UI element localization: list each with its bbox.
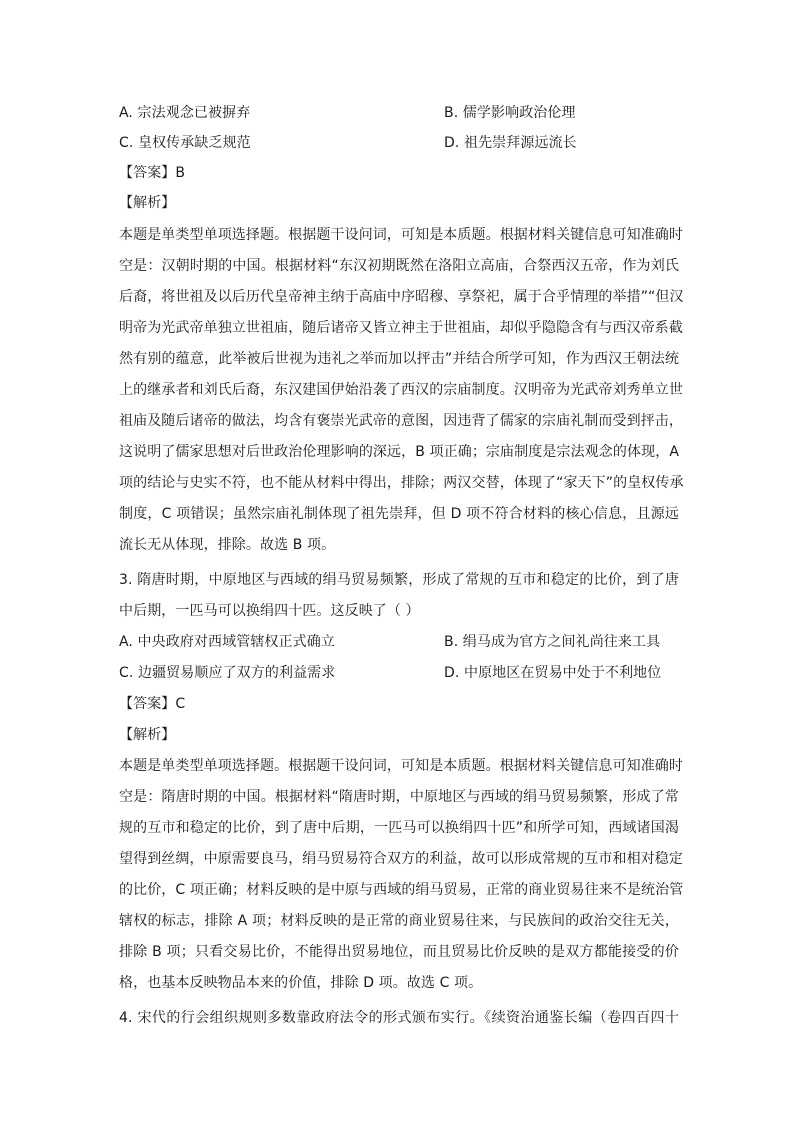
- q2-analysis-line: 然有别的蕴意，此举被后世视为违礼之举而加以抨击”并结合所学可知，作为西汉王朝法统: [119, 351, 679, 367]
- q2-analysis-line: 项的结论与史实不符，也不能从材料中得出，排除；两汉交替，体现了“家天下”的皇权传承: [119, 475, 684, 491]
- q3-analysis-line: 的比价，C 项正确；材料反映的是中原与西域的绢马贸易，正常的商业贸易往来不是统治管: [119, 882, 684, 898]
- q2-answer: 【答案】B: [119, 165, 186, 181]
- q3-answer: 【答案】C: [119, 696, 186, 712]
- q3-analysis-line: 格，也基本反映物品本来的价值，排除 D 项。故选 C 项。: [119, 975, 483, 991]
- q3-analysis-line: 辖权的标志，排除 A 项；材料反映的是正常的商业贸易往来，与民族间的政治交往无关，: [119, 913, 679, 929]
- q2-option-a: A. 宗法观念已被摒弃: [119, 105, 251, 121]
- q2-analysis-line: 制度，C 项错误；虽然宗庙礼制体现了祖先崇拜，但 D 项不符合材料的核心信息，且源远: [119, 506, 679, 522]
- q2-analysis-line: 流长无从体现，排除。故选 B 项。: [119, 537, 336, 553]
- q2-analysis-line: 祖庙及随后诸帝的做法，均含有褒崇光武帝的意图，因违背了儒家的宗庙礼制而受到抨击，: [119, 413, 683, 429]
- q2-analysis-line: 后裔，将世祖及以后历代皇帝神主纳于高庙中序昭穆、享祭祀，属于合乎情理的举措”“但汉: [119, 289, 684, 305]
- q3-analysis-line: 排除 B 项；只看交易比价，不能得出贸易地位，而且贸易比价反映的是双方都能接受的价: [119, 944, 679, 960]
- q2-analysis-line: 这说明了儒家思想对后世政治伦理影响的深远，B 项正确；宗庙制度是宗法观念的体现，A: [119, 444, 679, 460]
- q3-analysis-line: 本题是单类型单项选择题。根据题干设问词，可知是本质题。根据材料关键信息可知准确时: [119, 758, 683, 774]
- q3-option-b: B. 绢马成为官方之间礼尚往来工具: [444, 634, 661, 650]
- q3-stem-line: 中后期，一匹马可以换绢四十匹。这反映了（ ）: [119, 603, 420, 619]
- q2-option-c: C. 皇权传承缺乏规范: [119, 135, 251, 151]
- q2-analysis-line: 上的继承者和刘氏后裔，东汉建国伊始沿袭了西汉的宗庙制度。汉明帝为光武帝刘秀单立世: [119, 382, 683, 398]
- q3-option-d: D. 中原地区在贸易中处于不利地位: [444, 665, 662, 681]
- q3-stem-line: 3. 隋唐时期，中原地区与西域的绢马贸易频繁，形成了常规的互市和稳定的比价，到了唐: [119, 572, 679, 588]
- q2-analysis-line: 明帝为光武帝单独立世祖庙，随后诸帝又皆立神主于世祖庙，却似乎隐隐含有与西汉帝系截: [119, 320, 683, 336]
- q3-analysis-line: 空是：隋唐时期的中国。根据材料“隋唐时期，中原地区与西域的绢马贸易频繁，形成了常: [119, 789, 679, 805]
- q3-analysis-line: 规的互市和稳定的比价，到了唐中后期，一匹马可以换绢四十匹”和所学可知，西域诸国渴: [119, 820, 679, 836]
- q3-analysis-label: 【解析】: [119, 727, 176, 743]
- q3-analysis-line: 望得到丝绸，中原需要良马，绢马贸易符合双方的利益，故可以形成常规的互市和相对稳定: [119, 851, 683, 867]
- q3-option-c: C. 边疆贸易顺应了双方的利益需求: [119, 665, 336, 681]
- q2-analysis-label: 【解析】: [119, 195, 176, 211]
- q4-stem-line: 4. 宋代的行会组织规则多数靠政府法令的形式颁布实行。《续资治通鉴长编（卷四百四十: [119, 1010, 679, 1026]
- q2-option-d: D. 祖先崇拜源远流长: [444, 135, 577, 151]
- q2-option-b: B. 儒学影响政治伦理: [444, 105, 576, 121]
- q3-option-a: A. 中央政府对西域管辖权正式确立: [119, 634, 335, 650]
- q2-analysis-line: 空是：汉朝时期的中国。根据材料“东汉初期既然在洛阳立高庙，合祭西汉五帝，作为刘氏: [119, 258, 679, 274]
- q2-analysis-line: 本题是单类型单项选择题。根据题干设问词，可知是本质题。根据材料关键信息可知准确时: [119, 227, 683, 243]
